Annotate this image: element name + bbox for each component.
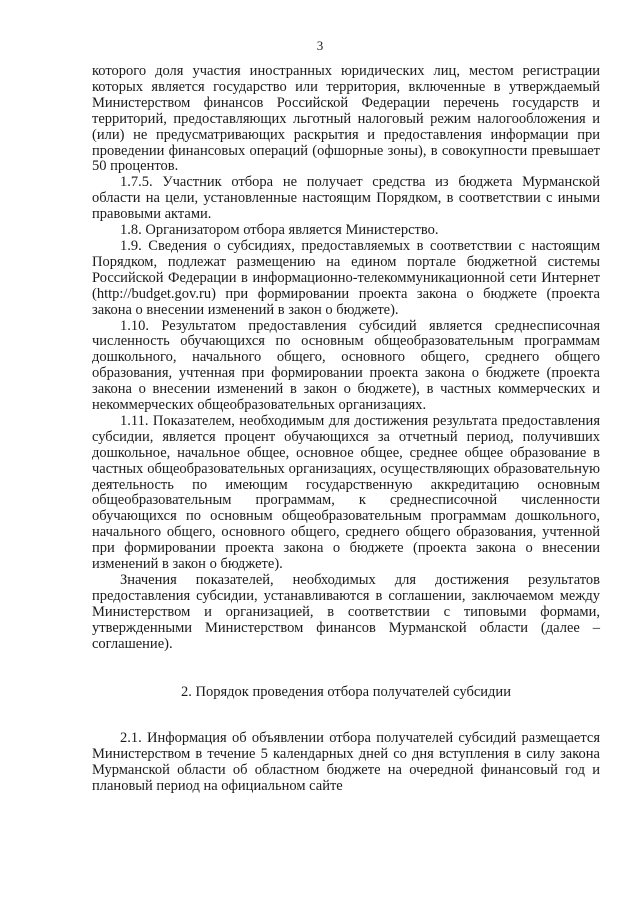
section-heading: 2. Порядок проведения отбора получателей субсидии [181, 683, 511, 700]
paragraph-1-11: 1.11. Показателем, необходимым для достижения результата предоставления субсидии, является процент обучающихся за отчетный период, получивших дошкольное, начальное общее, основное общее, среднее общее образование в частных общеобразовательных организациях, осуществляющих образовательную деятельность по имеющим государственную аккредитацию основным общеобразовательным программам, к среднесписочной численности обучающихся по основным общеобразовательным программам дошкольного, начального общего, основного общего, среднего общего образования, учтенной при формировании проекта закона о бюджете (проекта закона о внесении изменений в закон о бюджете). [92, 412, 600, 573]
paragraph-1-10: 1.10. Результатом предоставления субсидий является среднесписочная численность обучающихся по основным общеобразовательным программам дошкольного, начального общего, основного общего, среднего общего образования, учтенная при формировании проекта закона о бюджете (проекта закона о внесении изменений в закон о бюджете), в частных коммерческих и некоммерческих общеобразовательных организациях. [92, 317, 600, 414]
paragraph-continuation: которого доля участия иностранных юридических лиц, местом регистрации которых является государство или территория, включенные в утверждаемый Министерством финансов Российской Федерации перечень государств и территорий, предоставляющих льготный налоговый режим налогообложения и (или) не предусматривающих раскрытия и предоставления информации при проведении финансовых операций (офшорные зоны), в совокупности превышает 50 процентов. [92, 63, 600, 175]
paragraph-1-8: 1.8. Организатором отбора является Министерство. [120, 222, 439, 239]
page-number: 3 [316, 38, 324, 53]
paragraph-1-9: 1.9. Сведения о субсидиях, предоставляемых в соответствии с настоящим Порядком, подлежат размещению на едином портале бюджетной системы Российской Федерации в информационно-телекоммуникационной сети Интернет (http://budget.gov.ru) при формировании проекта закона о бюджете (проекта закона о внесении изменений в закон о бюджете). [92, 237, 600, 318]
document-body [92, 64, 600, 795]
paragraph-1-7-5: 1.7.5. Участник отбора не получает средства из бюджета Мурманской области на цели, установленные настоящим Порядком, в соответствии с иными правовыми актами. [92, 174, 600, 223]
paragraph-indicator-values: Значения показателей, необходимых для достижения результатов предоставления субсидии, устанавливаются в соглашении, заключаемом между Министерством и организацией, в соответствии с типовыми формами, утвержденными Министерством финансов Мурманской области (далее – соглашение). [92, 572, 600, 652]
paragraph-2-1: 2.1. Информация об объявлении отбора получателей субсидий размещается Министерством в течение 5 календарных дней со дня вступления в силу закона Мурманской области об областном бюджете на очередной финансовый год и плановый период на официальном сайте [92, 730, 600, 795]
